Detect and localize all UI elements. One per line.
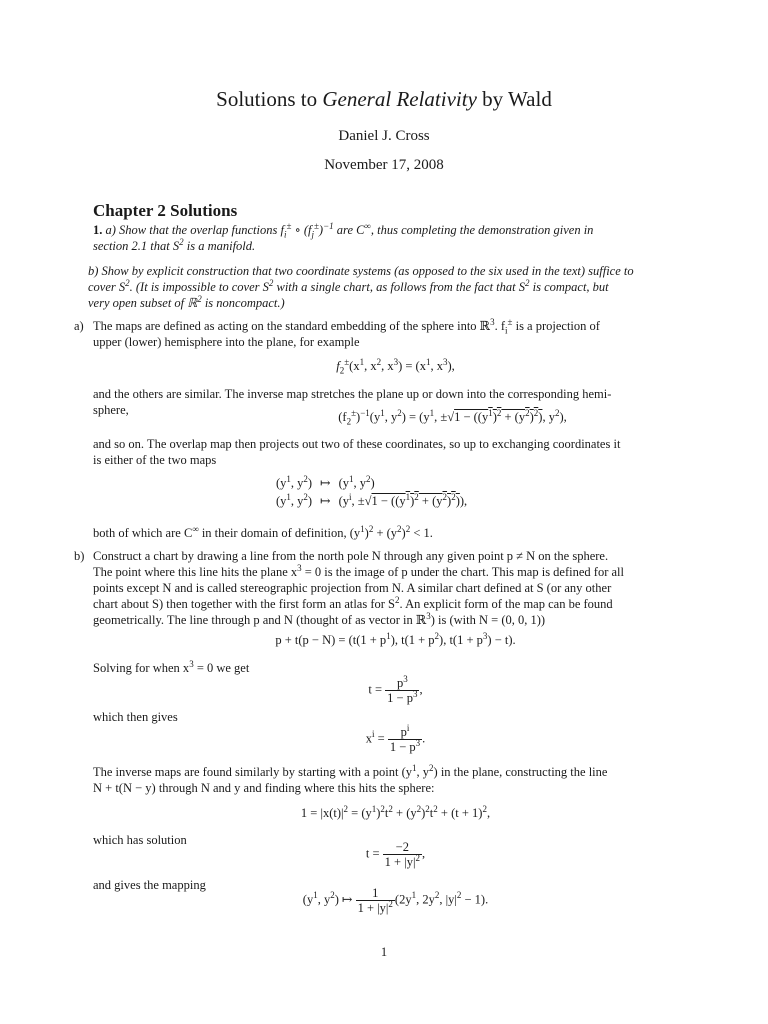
solution-b-paragraph-1: Construct a chart by drawing a line from the north pole N through any given point p ≠ N on the sphere. The point where this line hits the plane $x^3 = 0$ is the image of p under the chart. This map is defined for all points except N and is called stereographic projection from N. A similar chart defined at S (or any other chart about S) then together with the first form an atlas for $S^2$. An explicit form of the map can be found geometrically. The line through p and N (thought of as vector in ℝ$^3$) is (with N = (0, 0, 1)): [93, 549, 624, 627]
chapter-heading: Chapter 2 Solutions: [93, 201, 238, 220]
solution-b-marker: b): [74, 549, 85, 563]
solution-a-paragraph-2: and the others are similar. The inverse map stretches the plane up or down into the corresponding hemi- sphere,: [93, 387, 612, 417]
solution-a-paragraph-1: The maps are defined as acting on the standard embedding of the sphere into ℝ$^3$. $f_i^\pm$ is a projection of upper (lower) hemisphere into the plane, for example: [93, 316, 600, 349]
equation-overlap-maps: ($y^1$, $y^2$) ↦ ($y^1$, $y^2$) ($y^1$, $y^2$) ↦ ($y^i$, $\pm√1 - ((y^1)^2 + (y^2)^2)$),: [276, 473, 468, 508]
equation-inverse-map: $(f_2^\pm)^{-1}(y^1$, $y^2) = (y^1$, $\pm√1 - ((y^1)^2 + (y^2)^2)$, $y^2$),: [338, 407, 567, 427]
equation-mapping: ($y^1$, $y^2$) ↦ $\frac{1}{1 + |y|^2}$ ($2y^1$, $2y^2$, $|y|^2 - 1$).: [302, 886, 489, 915]
solution-a-paragraph-4: both of which are C∞ in their domain of definition, $(y^1)^2 + (y^2)^2 < 1$.: [93, 523, 433, 540]
solution-a-paragraph-3: and so on. The overlap map then projects out two of these coordinates, so up to exchanging coordinates it is either of the two maps: [93, 437, 621, 467]
page-number: 1: [380, 945, 388, 959]
gives-mapping-text: and gives the mapping: [93, 878, 206, 892]
equation-t: t = $\frac{p^3}{1 - p^3}$ ,: [368, 673, 423, 705]
solution-a-marker: a): [74, 319, 84, 333]
which-has-text: which has solution: [93, 833, 187, 847]
date: November 17, 2008: [324, 157, 444, 173]
equation-t-solution: t = $\frac{-2}{1 + |y|^2}$ ,: [365, 840, 426, 869]
author: Daniel J. Cross: [338, 128, 430, 144]
equation-projection: $f_2^\pm(x^1$, $x^2$, $x^3) = (x^1$, $x^3$),: [336, 356, 455, 376]
equation-sphere: $1 = |x(t)|^2 = (y^1)^2t^2 + (y^2)^2t^2 + (t + 1)^2$,: [300, 803, 491, 820]
inverse-text: The inverse maps are found similarly by starting with a point ($y^1$, $y^2$) in the plane, constructing the line N + t(N − y) through N and y and finding where this hits the sphere:: [93, 762, 608, 795]
problem-statement-b: b) Show by explicit construction that two coordinate systems (as opposed to the six used in the text) suffice to cover $S^2$. (It is impossible to cover $S^2$ with a single chart, as follows from the fact that $S^2$ is compact, but very open subset of ℝ$^2$ is noncompact.): [88, 264, 634, 310]
solving-text: Solving for when $x^3 = 0$ we get: [93, 658, 250, 675]
equation-xi: $x^i$ = $\frac{p^i}{1 - p^3}$ .: [365, 722, 426, 754]
book-title: General Relativity: [322, 87, 477, 111]
document-title: Solutions to General Relativity by Wald: [216, 87, 552, 111]
problem-statement-a: 1. a) Show that the overlap functions $f_i^\pm$ ∘ $(f_j^\pm)^{-1}$ are C∞, thus completing the demonstration given in section 2.1 that $S^2$ is a manifold.: [93, 220, 594, 253]
then-gives-text: which then gives: [93, 710, 178, 724]
equation-line: $p + t(p - N) = (t(1 + p^1)$, $t(1 + p^2)$, $t(1 + p^3) - t$).: [275, 630, 516, 647]
